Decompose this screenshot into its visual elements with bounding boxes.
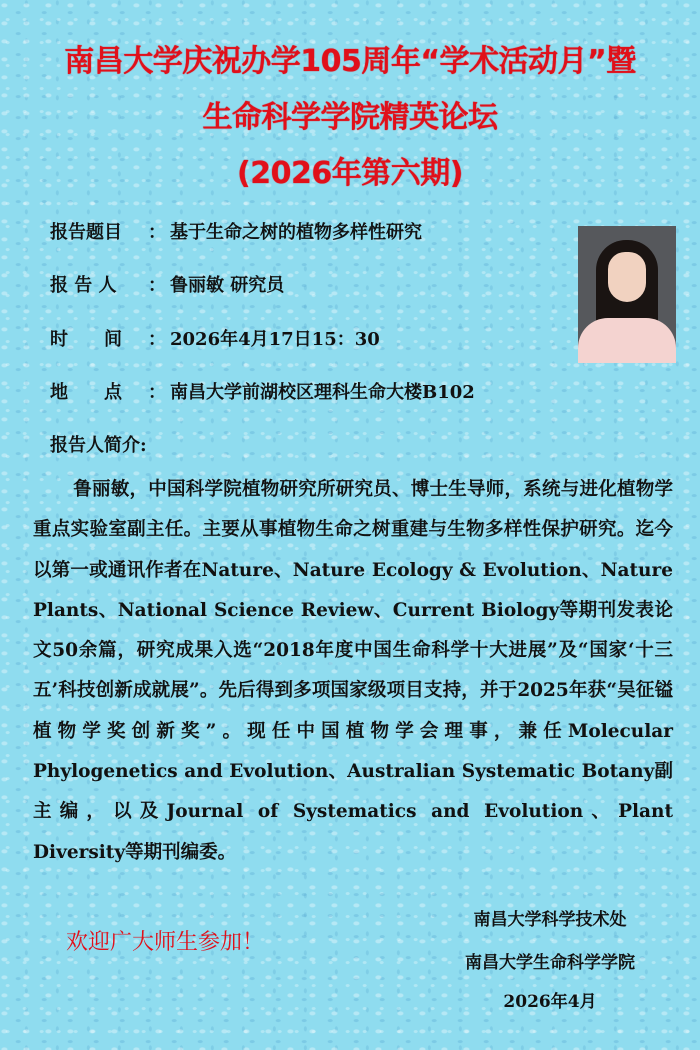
- speaker-row: [50, 271, 284, 297]
- place-row: [50, 378, 475, 404]
- bio-text: 鲁丽敏，中国科学院植物研究所研究员、博士生导师，系统与进化植物学重点实验室副主任。主要从事植物生命之树重建与生物多样性保护研究。迄今以第一或通讯作者在Nature、Nature Ecology & Evolution、Nature Plants、National Science Review、Current Biology等期刊发表论文50余篇，研究成果入选“2018年度中国生命科学十大进展”及“国家‘十三五’科技创新成就展”。先后得到多项国家级项目支持，并于2025年获“吴征镒植物学奖创新奖”。现任中国植物学会理事，兼任Molecular Phylogenetics and Evolution、Australian Systematic Botany副主编，以及Journal of Systematics and Evolution、Plant Diversity等期刊编委。: [33, 479, 673, 863]
- title-line-2: 生命科学学院精英论坛: [202, 100, 498, 135]
- time-row: [50, 325, 380, 351]
- speaker-label: 报 告 人: [50, 275, 117, 296]
- organizer-1: 南昌大学科学技术处: [473, 910, 627, 930]
- colon: ：: [148, 275, 166, 296]
- speaker-photo: [578, 226, 676, 363]
- topic-label: 报告题目: [50, 222, 122, 243]
- time-label: 时 间: [50, 329, 122, 350]
- topic-row: [50, 218, 422, 244]
- title-line-3: (2026年第六期): [237, 156, 463, 191]
- organizer-2: 南昌大学生命科学学院: [465, 953, 635, 973]
- time-value: 2026年4月17日15：30: [170, 329, 380, 350]
- speaker-value: 鲁丽敏 研究员: [170, 275, 285, 296]
- place-label: 地 点: [50, 382, 122, 403]
- colon: ：: [148, 222, 166, 243]
- photo-body: [578, 318, 676, 363]
- place-value: 南昌大学前湖校区理科生命大楼B102: [170, 382, 475, 403]
- photo-face: [608, 252, 646, 302]
- poster-date: 2026年4月: [503, 992, 597, 1012]
- colon: ：: [148, 329, 166, 350]
- welcome-text: 欢迎广大师生参加！: [66, 930, 265, 955]
- bio-paragraph: [33, 470, 673, 873]
- title-line-1: 南昌大学庆祝办学105周年“学术活动月”暨: [64, 44, 636, 79]
- bio-label: 报告人简介:: [50, 435, 147, 456]
- topic-value: 基于生命之树的植物多样性研究: [170, 222, 422, 243]
- colon: ：: [148, 382, 166, 403]
